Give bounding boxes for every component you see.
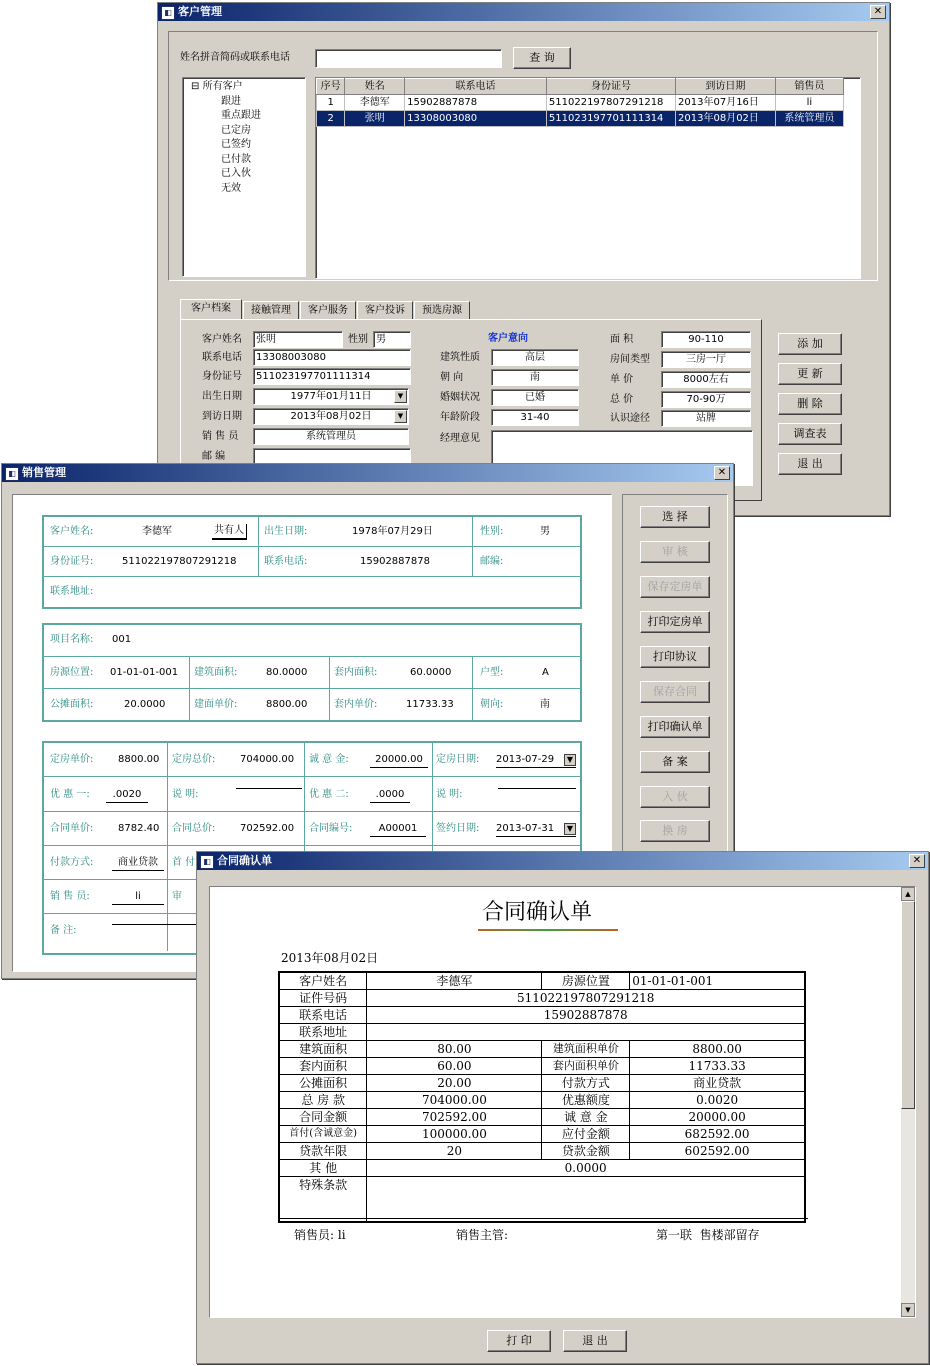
phone-field[interactable]: 13308003080	[253, 349, 411, 366]
col-header[interactable]: 联系电话	[405, 79, 547, 95]
disc2-field[interactable]: .0000	[370, 788, 410, 803]
window-title: 合同确认单	[217, 854, 272, 867]
house-type-value: A	[542, 667, 549, 678]
ddate-picker[interactable]: 2013-07-29 ▼	[496, 753, 576, 768]
update-button[interactable]: 更 新	[778, 363, 842, 385]
collapse-icon[interactable]: ⊟	[191, 81, 200, 92]
tree-item[interactable]: 已定房	[221, 124, 251, 136]
co-owner-button[interactable]: 共有人	[212, 524, 247, 540]
project-name-value: 001	[112, 634, 132, 645]
audit-button[interactable]: 审 核	[640, 541, 710, 563]
app-icon: ◧	[161, 6, 175, 20]
gender-value: 男	[540, 526, 550, 537]
note1-field[interactable]	[236, 788, 302, 789]
id-value: 511022197807291218	[122, 556, 237, 567]
tree-root[interactable]: ⊟ 所有客户	[191, 81, 243, 92]
footer-copy: 第一联 售楼部留存	[656, 1228, 760, 1242]
tab-preselect[interactable]: 预选房源	[414, 301, 470, 320]
divider	[167, 743, 168, 951]
divider	[329, 656, 330, 720]
sdate-picker[interactable]: 2013-07-31 ▼	[496, 822, 576, 837]
divider	[44, 811, 580, 812]
iprice-label: 套内单价:	[334, 699, 378, 710]
dt-value: 704000.00	[240, 754, 295, 765]
total-label: 总 价	[610, 394, 634, 405]
iarea-value: 60.0000	[410, 667, 452, 678]
sales-label: 销 售 员:	[50, 891, 90, 902]
table-row: 联系地址	[279, 1024, 805, 1041]
app-icon: ◧	[200, 855, 214, 869]
tree-item[interactable]: 已付款	[221, 153, 251, 165]
phone-label: 联系电话	[202, 352, 242, 363]
table-row: 客户姓名 李德军 房源位置 01-01-01-001	[279, 972, 805, 990]
ct-value: 702592.00	[240, 823, 295, 834]
birth-date-picker[interactable]: 1977年01月11日 ▼	[253, 388, 409, 405]
search-input[interactable]	[315, 49, 502, 68]
sdate-label: 签约日期:	[436, 823, 480, 834]
exit-button[interactable]: 退 出	[778, 453, 842, 475]
barea-value: 80.0000	[266, 667, 308, 678]
post-label: 邮编:	[480, 556, 504, 567]
tree-item[interactable]: 无效	[221, 182, 241, 194]
move-in-button[interactable]: 入 伙	[640, 786, 710, 808]
sales-field[interactable]: 系统管理员	[253, 428, 409, 445]
table-row: 合同金额 702592.00 诚 意 金 20000.00	[279, 1109, 805, 1126]
tab-customer-file[interactable]: 客户档案	[180, 299, 242, 320]
marital-label: 婚姻状况	[440, 392, 480, 403]
dt-label: 定房总价:	[172, 754, 216, 765]
manager-label: 经理意见	[440, 433, 480, 444]
tree-item[interactable]: 重点跟进	[221, 110, 261, 121]
footer-supervisor: 销售主管:	[456, 1228, 509, 1242]
orient-label: 朝 向	[440, 372, 464, 383]
print-button[interactable]: 打 印	[487, 1330, 551, 1352]
remark-label: 备 注:	[50, 925, 77, 936]
note2-field[interactable]	[498, 788, 576, 789]
table-row[interactable]: 1 李德军 15902887878 511022197807291218 2013年07月16日 li	[317, 95, 844, 111]
cust-name-value: 李德军	[142, 526, 172, 537]
window-title: 客户管理	[178, 5, 222, 18]
tab-complaint[interactable]: 客户投诉	[357, 301, 413, 320]
unit-price-field[interactable]: 8000左右	[661, 371, 751, 388]
sales-field[interactable]: li	[112, 890, 164, 905]
orient-label: 朝向:	[480, 699, 504, 710]
ddate-label: 定房日期:	[436, 754, 480, 765]
divider	[44, 845, 580, 846]
deposit-label: 诚 意 金:	[309, 754, 349, 765]
col-header[interactable]: 身份证号	[546, 79, 675, 95]
table-row[interactable]: 2 张明 13308003080 511023197701111314 2013年08月02日 系统管理员	[317, 111, 844, 127]
record-button[interactable]: 备 案	[640, 751, 710, 773]
table-row: 公摊面积 20.00 付款方式 商业贷款	[279, 1075, 805, 1092]
save-booking-button[interactable]: 保存定房单	[640, 576, 710, 598]
customer-management-window	[157, 2, 890, 516]
dropdown-arrow-icon[interactable]: ▼	[394, 410, 407, 423]
app-icon: ◧	[5, 467, 19, 481]
birth-label: 出生日期	[202, 391, 242, 402]
print-booking-button[interactable]: 打印定房单	[640, 611, 710, 633]
name-field[interactable]: 张明	[253, 331, 343, 348]
col-header[interactable]: 到访日期	[676, 79, 776, 95]
building-field[interactable]: 高层	[491, 349, 579, 366]
add-button[interactable]: 添 加	[778, 333, 842, 355]
dp-label: 定房单价:	[50, 754, 94, 765]
title-bar[interactable]	[2, 464, 733, 482]
footer-rule	[278, 1218, 808, 1219]
title-bar[interactable]	[158, 3, 889, 21]
search-label: 姓名拼音简码或联系电话	[180, 52, 290, 63]
phone-label: 联系电话:	[264, 556, 308, 567]
tab-contact[interactable]: 接触管理	[243, 301, 299, 320]
report-viewer[interactable]	[209, 886, 916, 1318]
parea-label: 公摊面积:	[50, 699, 94, 710]
cust-name-label: 客户姓名:	[50, 526, 94, 537]
title-underline	[478, 929, 618, 931]
customer-tree[interactable]	[182, 77, 306, 277]
tab-service[interactable]: 客户服务	[300, 301, 356, 320]
divider	[44, 656, 580, 657]
age-label: 年龄阶段	[440, 412, 480, 423]
vertical-scrollbar[interactable]	[901, 887, 915, 1317]
gender-label: 性别:	[480, 526, 504, 537]
orient-value: 南	[540, 699, 550, 710]
footer-sales: 销售员: li	[294, 1228, 346, 1242]
remark-field[interactable]	[112, 924, 198, 925]
name-label: 客户姓名	[202, 334, 242, 345]
divider	[44, 546, 580, 547]
tree-item[interactable]: 已入伙	[221, 168, 251, 179]
survey-button[interactable]: 调查表	[778, 423, 842, 445]
post-label: 邮 编	[202, 451, 226, 462]
close-button[interactable]: ✕	[909, 854, 925, 868]
scroll-up-icon[interactable]: ▲	[901, 887, 915, 901]
deposit-field[interactable]: 20000.00	[370, 753, 428, 768]
bprice-value: 8800.00	[266, 699, 308, 710]
col-header[interactable]: 序号	[317, 79, 345, 95]
customer-grid[interactable]	[315, 77, 861, 279]
total-price-field[interactable]: 70-90万	[661, 391, 751, 408]
building-label: 建筑性质	[440, 352, 480, 363]
id-label: 身份证号	[202, 371, 242, 382]
gender-label: 性别	[348, 334, 368, 345]
parea-value: 20.0000	[124, 699, 166, 710]
roomtype-field[interactable]: 三房一厅	[661, 351, 751, 368]
table-row: 联系电话 15902887878	[279, 1007, 805, 1024]
select-button[interactable]: 选 择	[640, 506, 710, 528]
divider	[44, 576, 580, 577]
print-agreement-button[interactable]: 打印协议	[640, 646, 710, 668]
pay-field[interactable]: 商业贷款	[112, 856, 164, 871]
house-type-label: 户型:	[480, 667, 504, 678]
divider	[472, 656, 473, 720]
disc1-field[interactable]: .0020	[106, 788, 148, 803]
print-confirmation-button[interactable]: 打印确认单	[640, 716, 710, 738]
ct-label: 合同总价:	[172, 823, 216, 834]
delete-button[interactable]: 删 除	[778, 393, 842, 415]
channel-field[interactable]: 站牌	[661, 410, 751, 427]
orient-field[interactable]: 南	[491, 369, 579, 386]
table-row: 首付(含诚意金) 100000.00 应付金额 682592.00	[279, 1126, 805, 1143]
tab-strip	[180, 301, 780, 320]
cno-field[interactable]: A00001	[370, 822, 426, 837]
birth-value: 1978年07月29日	[352, 526, 433, 537]
contract-table	[278, 971, 806, 1223]
barea-label: 建筑面积:	[194, 667, 238, 678]
close-button[interactable]: ✕	[714, 466, 730, 480]
table-row: 其 他 0.0000	[279, 1160, 805, 1177]
intent-title: 客户意向	[488, 333, 528, 344]
project-name-label: 项目名称:	[50, 634, 94, 645]
search-button[interactable]: 查 询	[513, 47, 571, 69]
disc1-label: 优 惠 一:	[50, 789, 90, 800]
location-label: 房源位置:	[50, 667, 94, 678]
area-label: 面 积	[610, 334, 634, 345]
first-pay-label: 首 付	[172, 857, 196, 868]
iprice-value: 11733.33	[406, 699, 454, 710]
id-label: 身份证号:	[50, 556, 94, 567]
table-row: 总 房 款 704000.00 优惠额度 0.0020	[279, 1092, 805, 1109]
divider	[258, 517, 259, 576]
bprice-label: 建面单价:	[194, 699, 238, 710]
scroll-down-icon[interactable]: ▼	[901, 1303, 915, 1317]
table-row: 特殊条款	[279, 1177, 805, 1223]
table-row: 贷款年限 20 贷款金额 602592.00	[279, 1143, 805, 1160]
tree-item[interactable]: 已签约	[221, 139, 251, 150]
roomtype-label: 房间类型	[610, 354, 650, 365]
dp-value: 8800.00	[118, 754, 160, 765]
divider	[472, 517, 473, 576]
scroll-thumb[interactable]	[901, 901, 915, 1109]
iarea-label: 套内面积:	[334, 667, 378, 678]
document-title: 合同确认单	[482, 900, 593, 925]
divider	[44, 688, 580, 689]
exit-button[interactable]: 退 出	[563, 1330, 627, 1352]
tree-item[interactable]: 跟进	[221, 95, 241, 107]
divider	[44, 776, 580, 777]
sales-label: 销 售 员	[202, 431, 239, 442]
save-contract-button[interactable]: 保存合同	[640, 681, 710, 703]
dropdown-arrow-icon[interactable]: ▼	[564, 754, 576, 766]
grid-header	[317, 79, 844, 95]
title-bar[interactable]	[197, 852, 928, 870]
table-row: 套内面积 60.00 套内面积单价 11733.33	[279, 1058, 805, 1075]
dropdown-arrow-icon[interactable]: ▼	[564, 823, 576, 835]
close-button[interactable]: ✕	[870, 5, 886, 19]
change-room-button[interactable]: 换 房	[640, 820, 710, 842]
visit-label: 到访日期	[202, 411, 242, 422]
visit-date-picker[interactable]: 2013年08月02日 ▼	[253, 408, 409, 425]
contract-confirmation-window	[196, 851, 929, 1364]
window-title: 销售管理	[22, 466, 66, 479]
cno-label: 合同编号:	[309, 823, 353, 834]
cp-value: 8782.40	[118, 823, 160, 834]
table-row: 建筑面积 80.00 建筑面积单价 8800.00	[279, 1041, 805, 1058]
location-value: 01-01-01-001	[110, 667, 179, 678]
address-label: 联系地址:	[50, 586, 94, 597]
col-header[interactable]: 销售员	[775, 79, 843, 95]
gender-field[interactable]: 男	[373, 331, 411, 348]
cp-label: 合同单价:	[50, 823, 94, 834]
phone-value: 15902887878	[360, 556, 430, 567]
note1-label: 说 明:	[172, 789, 199, 800]
area-field[interactable]: 90-110	[661, 331, 751, 348]
col-header[interactable]: 姓名	[345, 79, 405, 95]
marital-field[interactable]: 已婚	[491, 389, 579, 406]
table-row: 证件号码 511022197807291218	[279, 990, 805, 1007]
age-field[interactable]: 31-40	[491, 409, 579, 426]
note2-label: 说 明:	[436, 789, 463, 800]
birth-label: 出生日期:	[264, 526, 308, 537]
channel-label: 认识途径	[610, 413, 650, 424]
divider	[189, 656, 190, 720]
disc2-label: 优 惠 二:	[309, 789, 349, 800]
pay-label: 付款方式:	[50, 857, 94, 868]
id-field[interactable]: 511023197701111314	[253, 368, 411, 385]
dropdown-arrow-icon[interactable]: ▼	[394, 390, 407, 403]
audit-label: 审	[172, 891, 182, 902]
document-date: 2013年08月02日	[281, 951, 379, 965]
unit-label: 单 价	[610, 374, 634, 385]
